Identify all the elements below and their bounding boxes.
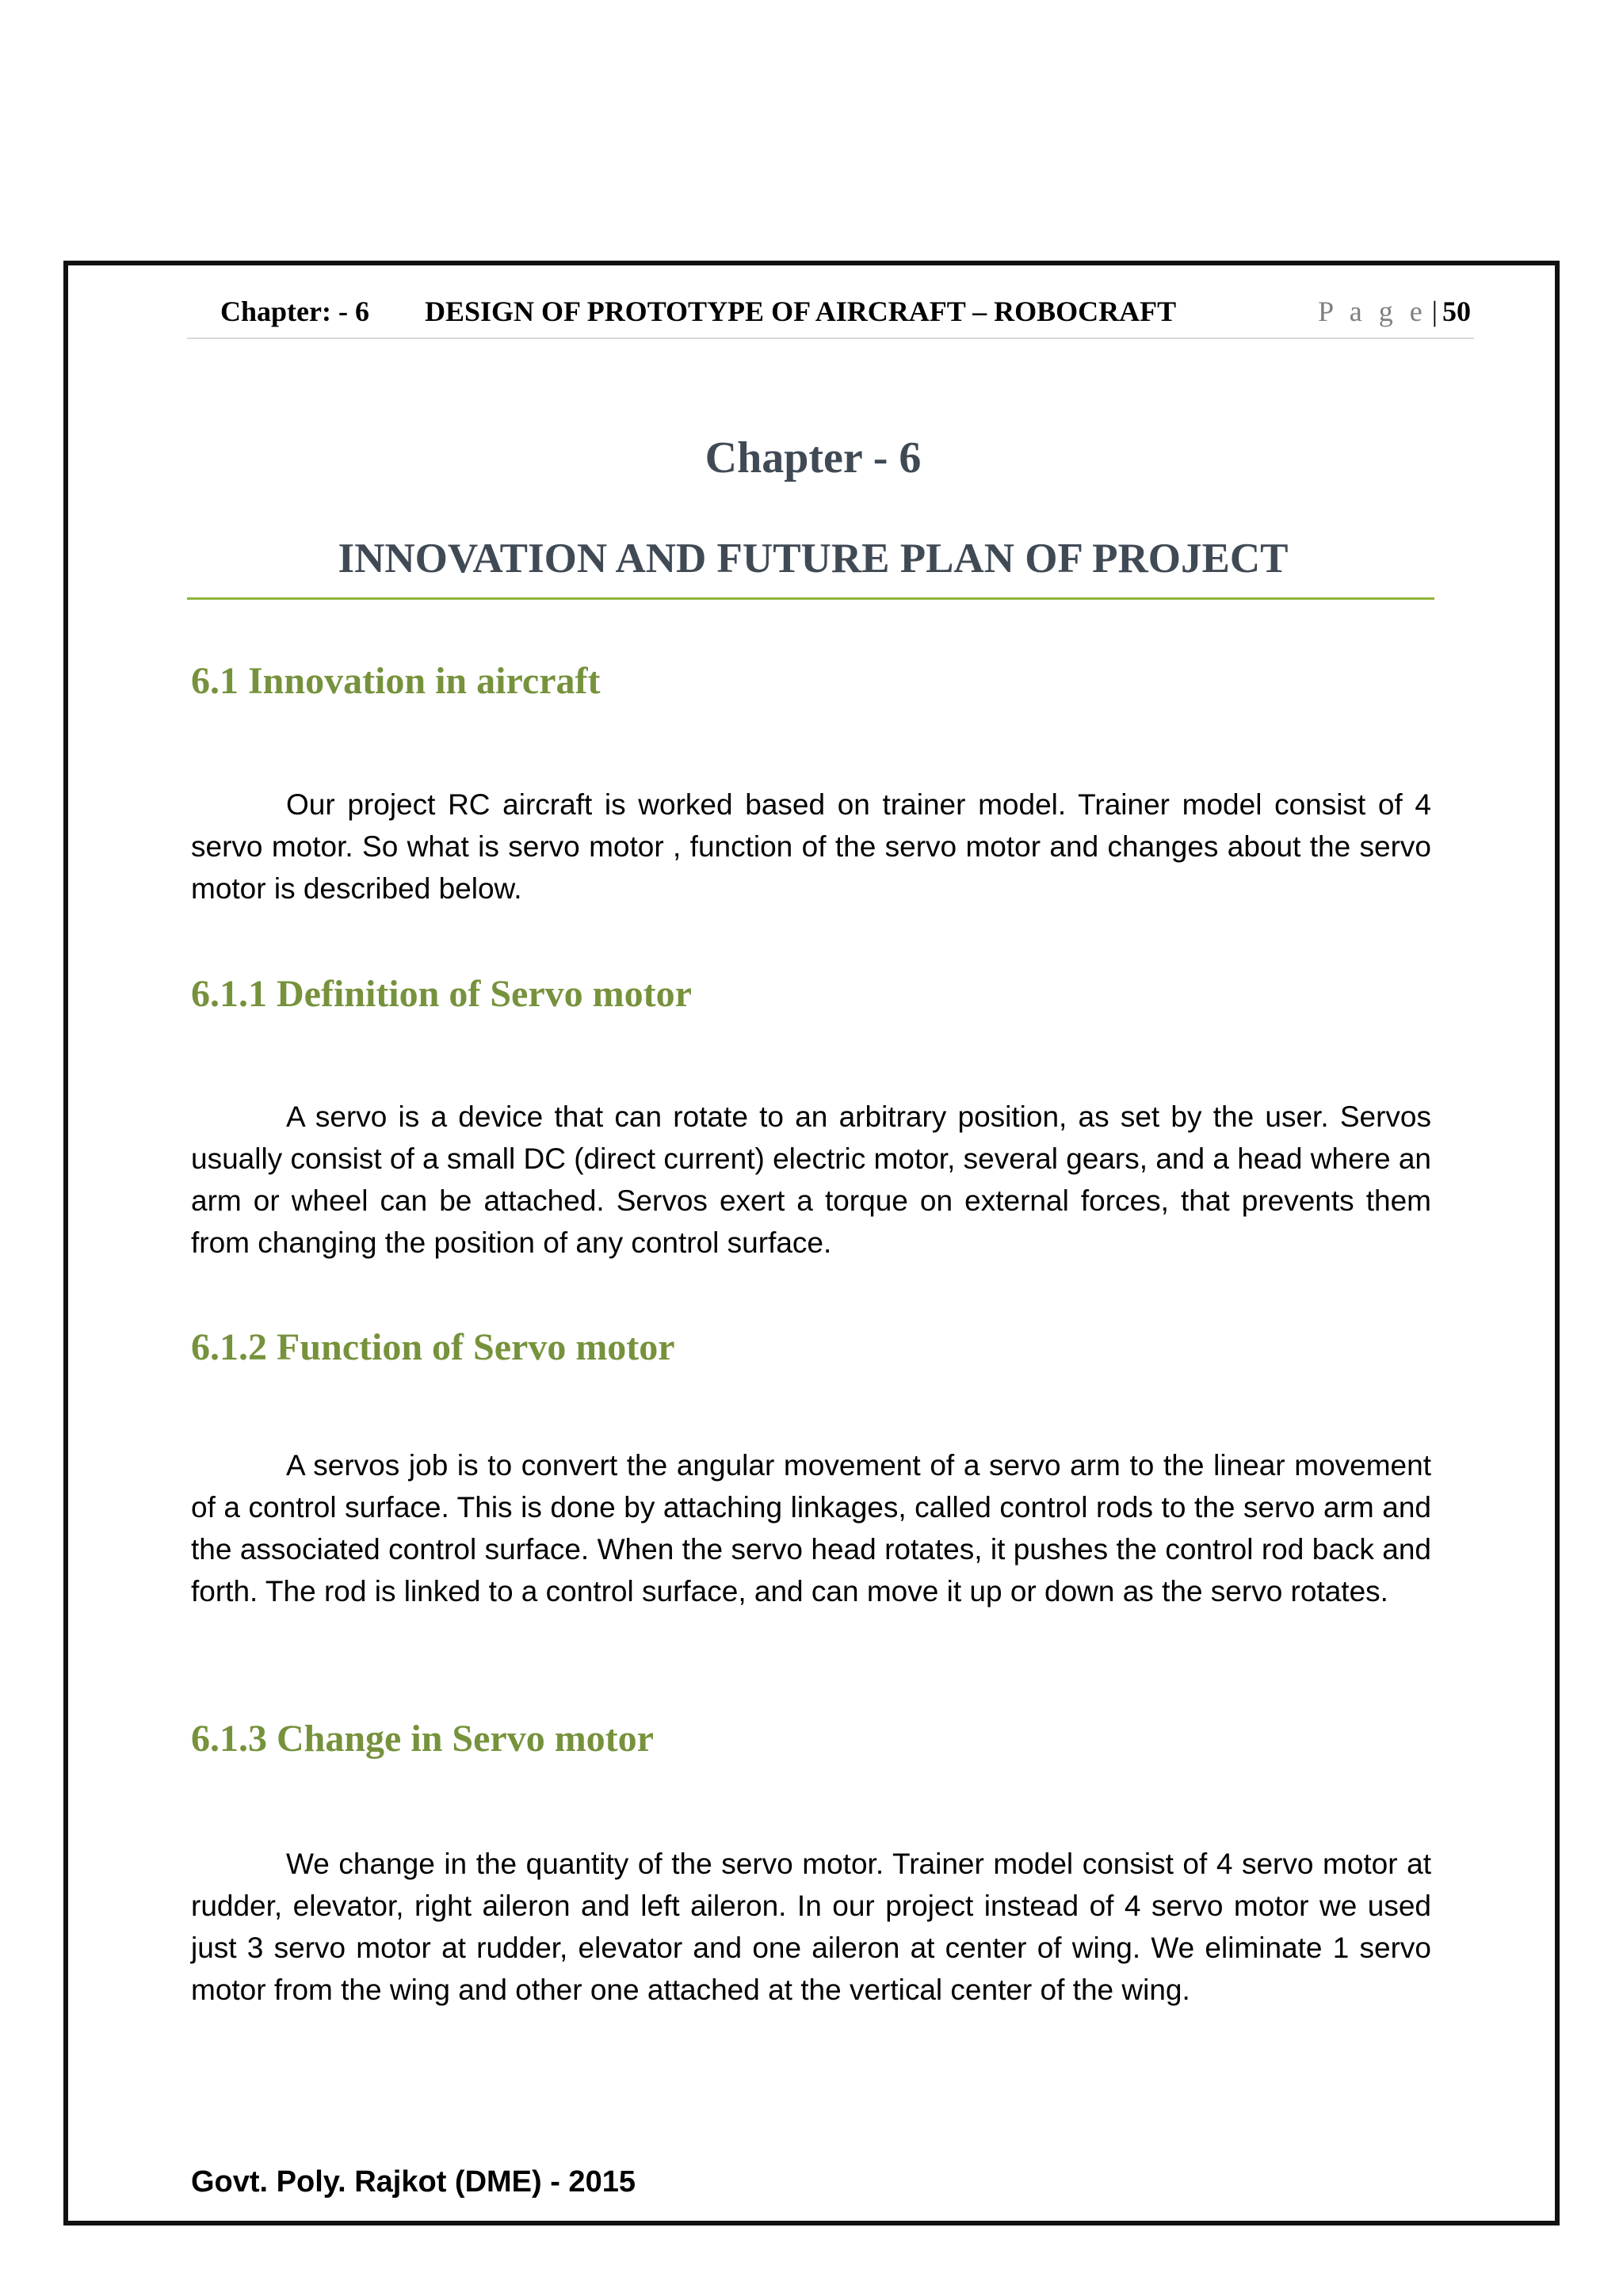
page-number: 50 (1442, 296, 1471, 327)
title-divider (187, 597, 1434, 600)
page-separator: | (1431, 296, 1438, 327)
chapter-title: INNOVATION AND FUTURE PLAN OF PROJECT (338, 536, 1289, 582)
header-title: DESIGN OF PROTOTYPE OF AIRCRAFT – ROBOCRAFT (425, 296, 1177, 327)
header-chapter: Chapter: - 6 (220, 296, 369, 327)
section-paragraph-definition: A servo is a device that can rotate to an arbitrary position, as set by the user. Servos usually consist of a small DC (direct current) electric motor, several gears, and a head where an arm or wheel can be attached. Servos exert a torque on external forces, that prevents them from changing the position of any control surface. (191, 1100, 1431, 1259)
running-header (187, 292, 1474, 339)
section-paragraph-function: A servos job is to convert the angular movement of a servo arm to the linear movement of a control surface. This is done by attaching linkages, called control rods to the servo arm and the associated control surface. When the servo head rotates, it pushes the control rod back and forth. The rod is linked to a control surface, and can move it up or down as the servo rotates. (191, 1449, 1431, 1608)
section-paragraph-change: We change in the quantity of the servo motor. Trainer model consist of 4 servo motor at rudder, elevator, right aileron and left aileron. In our project instead of 4 servo motor we used just 3 servo motor at rudder, elevator and one aileron at center of wing. We eliminate 1 servo motor from the wing and other one attached at the vertical center of the wing. (191, 1848, 1431, 2006)
section-heading-definition: 6.1.1 Definition of Servo motor (191, 973, 692, 1015)
section-heading-change: 6.1.3 Change in Servo motor (191, 1718, 654, 1760)
section-heading-function: 6.1.2 Function of Servo motor (191, 1326, 675, 1368)
page-label: P a g e (1318, 296, 1427, 327)
section-heading-innovation: 6.1 Innovation in aircraft (191, 660, 601, 702)
header-page-number (1318, 295, 1471, 328)
section-paragraph-innovation: Our project RC aircraft is worked based on trainer model. Trainer model consist of 4 servo motor. So what is servo motor , function of the servo motor and changes about the servo motor is described below. (191, 788, 1431, 905)
footer-institution: Govt. Poly. Rajkot (DME) - 2015 (191, 2165, 636, 2199)
chapter-label: Chapter - 6 (705, 433, 922, 482)
